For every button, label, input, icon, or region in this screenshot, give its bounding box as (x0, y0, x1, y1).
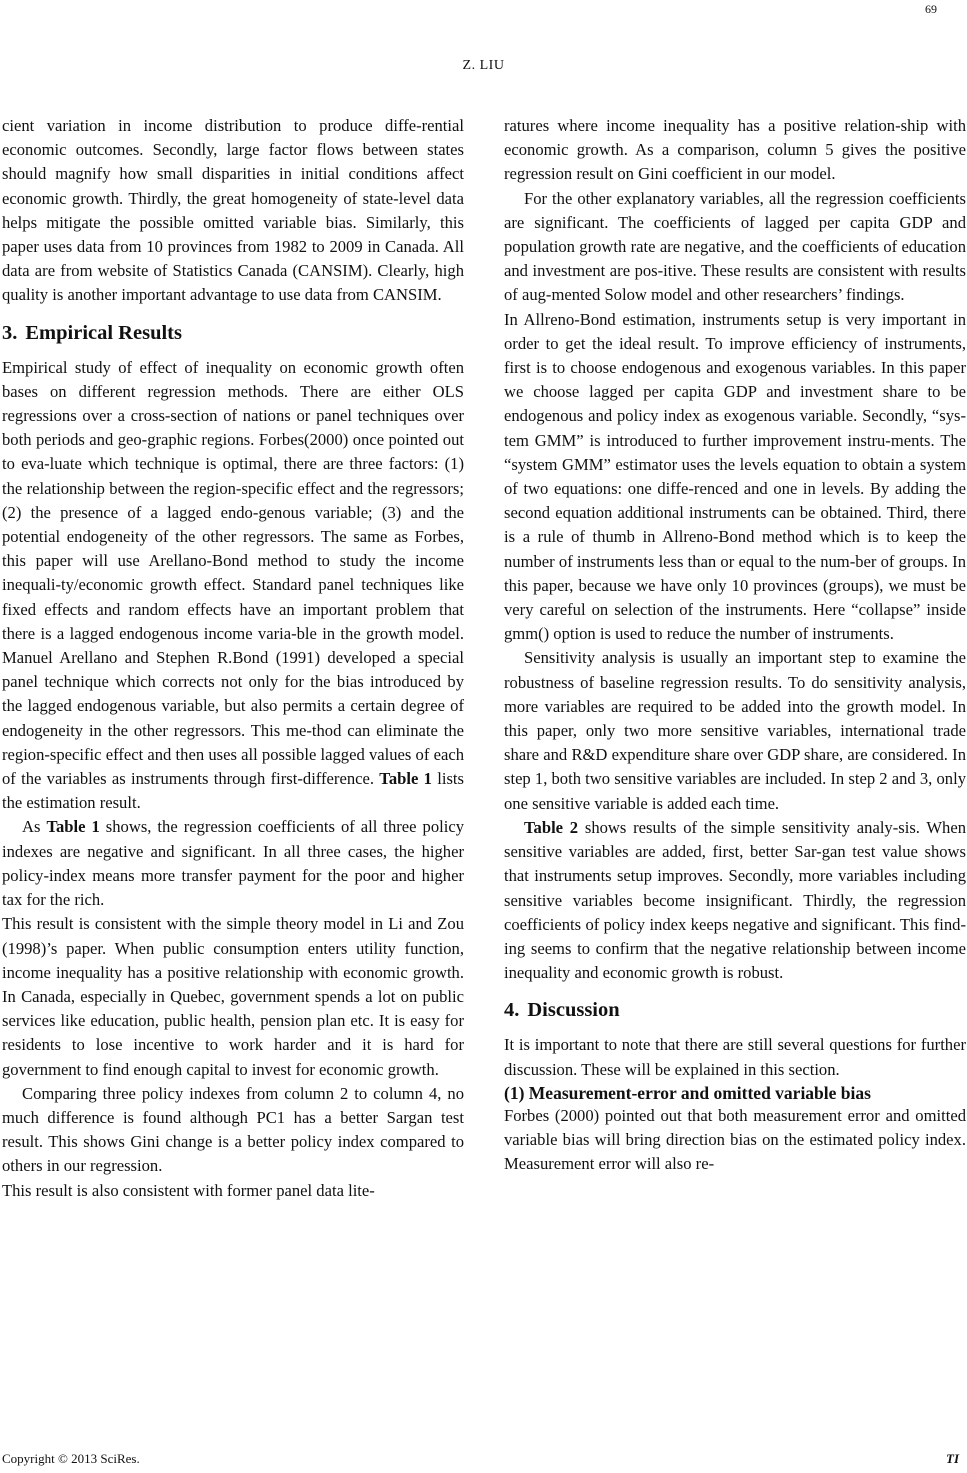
section-number: 3. (2, 321, 18, 344)
subsection-heading: (1) Measurement-error and omitted variable bias (504, 1082, 871, 1103)
paragraph (2, 356, 464, 816)
paragraph: Sensitivity analysis is usually an important step to examine the robustness of baseline regression results. To do sensitivity analysis, more variables are required to be added into the growth model. In this paper, only two more sensitive variables, international trade share and R&D expenditure share over GDP share, are considered. In step 1, both two sensitive variables are included. In step 2 and 3, only one sensitive variable is added each time. (504, 648, 966, 813)
section-heading-discussion (504, 997, 966, 1023)
page-number: 69 (925, 2, 937, 16)
table-reference: Table 2 (524, 817, 579, 837)
table-reference: Table 1 (46, 817, 100, 837)
paragraph: ratures where income inequality has a positive relation-ship with economic growth. As a comparison, column 5 gives the positive regression result on Gini coefficient in our model. (504, 116, 966, 184)
paragraph-text: lists the estimation result. (2, 769, 464, 813)
paragraph: For the other explanatory variables, all the regression coefficients are significant. The coefficients of lagged per capita GDP and population growth rate are negative, and the coefficients of education and investment are pos-itive. These results are consistent with results of aug-mented Solow model and other researchers’ findings. (504, 188, 966, 305)
paragraph-text: shows results of the simple sensitivity analy-sis. When sensitive variables are added, first, better Sar-gan test value shows that instruments setup improves. Secondly, more variables including sensitive variables become insignificant. Thirdly, the regression coefficients of policy index keeps negative and significant. This find-ing seems to confirm that the negative relationship between income inequality and economic growth is robust. (504, 817, 967, 983)
paragraph-text: As (22, 817, 41, 837)
section-heading-empirical-results (2, 320, 464, 346)
paragraph: Comparing three policy indexes from column 2 to column 4, no much difference is found although PC1 has a better Sargan test result. This shows Gini change is a better policy index compared to others in our regression. (2, 1083, 464, 1176)
paragraph: This result is consistent with the simple theory model in Li and Zou (1998)’s paper. When public consumption enters utility function, income inequality has a positive relationship with economic growth. In Canada, especially in Quebec, government spends a lot on public services like education, public health, pension plan etc. It is easy for residents to lose incentive to work harder and it is hard for government to find enough capital to invest for economic growth. (2, 914, 464, 1079)
journal-abbreviation: TI (946, 1451, 959, 1466)
paragraph-text: Empirical study of effect of inequality on economic growth often bases on different regression methods. There are either OLS regressions over a cross-section of nations or panel techniques over both periods and geo-graphic regions. Forbes(2000) once pointed out to eva-luate which technique is optimal, there are three factors: (1) the relationship between the region-specific effect and the regressors; (2) the presence of a lagged endo-genous variable; (3) and the potential endogeneity of the other regressors. The same as Forbes, this paper will use Arellano-Bond method to study the income inequali-ty/economic growth effect. Standard panel techniques like fixed effects and random effects have an important problem that there is a lagged endogenous income varia-ble in the growth model. Manuel Arellano and Stephen R.Bond (1991) developed a special panel technique which corrects not only for the bias introduced by the lagged endogenous variable, but also permits a certain degree of endogeneity in the other regressors. This me-thod can eliminate the region-specific effect and then uses all possible lagged values of each of the variables as instruments through first-difference. (2, 357, 464, 789)
paragraph: Forbes (2000) pointed out that both measurement error and omitted variable bias will bring direction bias on the estimated policy index. Measurement error will also re- (504, 1105, 966, 1174)
paragraph-text: shows, the regression coefficients of all three policy indexes are negative and significant. In all three cases, the higher policy-index means more transfer payment for the poor and higher tax for the rich. (2, 817, 464, 910)
table-reference: Table 1 (379, 769, 432, 789)
paragraph: cient variation in income distribution to produce diffe-rential economic outcomes. Secondly, large factor flows between states should magnify how small disparities in initial conditions affect economic growth. Thirdly, the great homogeneity of state-level data helps mitigate the possible omitted variable bias. Similarly, this paper uses data from 10 provinces from 1982 to 2009 in Canada. All data are from website of Statistics Canada (CANSIM). Clearly, high quality is another important advantage to use data from CANSIM. (2, 116, 464, 305)
paragraph (504, 816, 966, 985)
running-head: Z. LIU (462, 58, 505, 73)
right-column (504, 114, 966, 1176)
section-number: 4. (504, 999, 520, 1022)
section-title: Empirical Results (25, 321, 182, 344)
paragraph: In Allreno-Bond estimation, instruments setup is very important in order to get the ideal result. To improve efficiency of instruments, first is to choose endogenous and exogenous variables. In this paper we choose lagged per capita GDP and investment share to be endogenous and policy index as exogenous variable. Secondly, “sys-tem GMM” is introduced to further improvement instru-ments. The “system GMM” estimator uses the levels equation to obtain a system of two equations: one diffe-renced and one in levels. By adding the second equation additional instruments can be obtained. Third, there is a rule of thumb in Allreno-Bond method which is to keep the number of instruments less than or equal to the num-ber of groups. In this paper, because we have only 10 provinces (groups), we must be very careful on selection of the instruments. Here “collapse” inside gmm() option is used to reduce the number of instruments. (504, 309, 966, 644)
paragraph (2, 815, 464, 912)
left-column (2, 114, 464, 1203)
paragraph: This result is also consistent with former panel data lite- (2, 1180, 375, 1200)
copyright-notice: Copyright © 2013 SciRes. (2, 1451, 140, 1466)
section-title: Discussion (527, 999, 620, 1022)
paragraph: It is important to note that there are still several questions for further discussion. These will be explained in this section. (504, 1035, 966, 1079)
